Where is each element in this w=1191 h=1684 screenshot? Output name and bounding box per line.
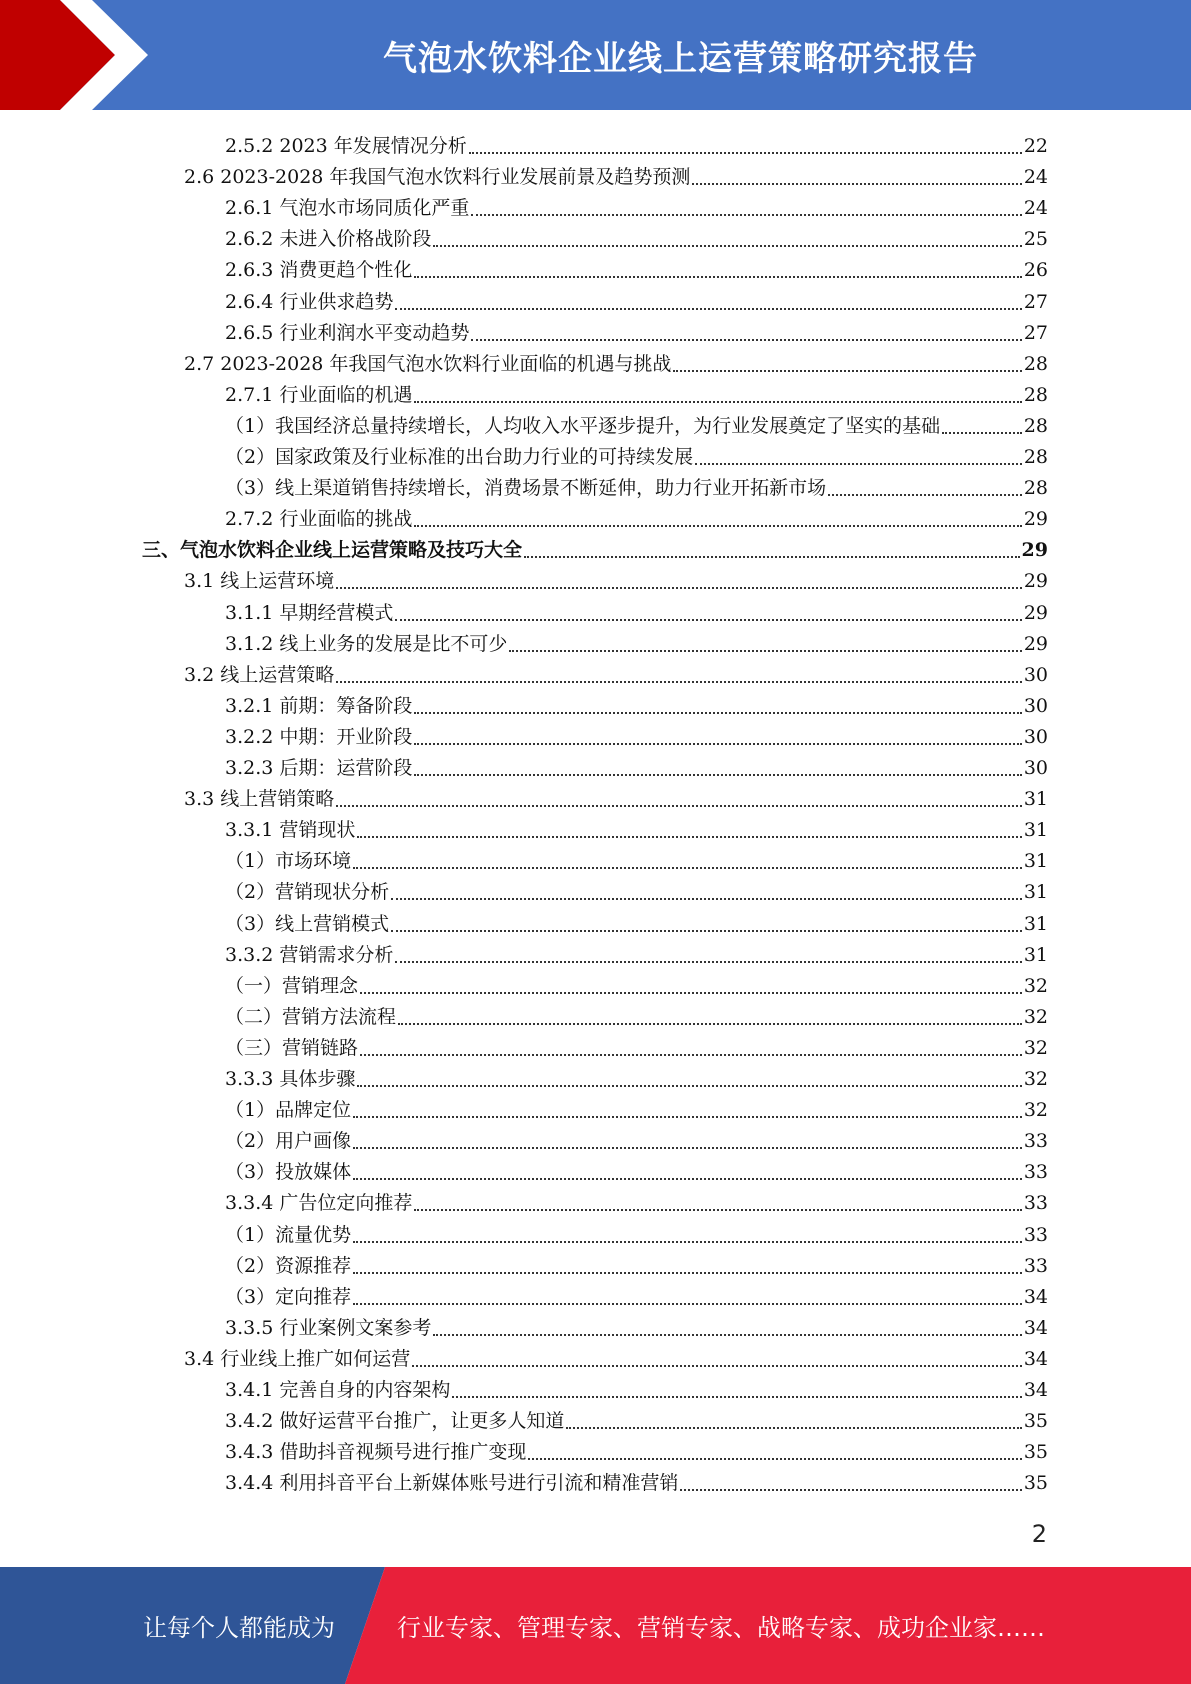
toc-entry-label: 3.4.4 利用抖音平台上新媒体账号进行引流和精准营销 bbox=[225, 1472, 679, 1495]
toc-entry[interactable] bbox=[225, 688, 1048, 719]
toc-dot-leader bbox=[412, 1364, 1022, 1367]
toc-dot-leader bbox=[524, 555, 1020, 558]
toc-dot-leader bbox=[395, 307, 1021, 310]
toc-entry[interactable] bbox=[184, 159, 1048, 190]
toc-entry-page: 33 bbox=[1023, 1161, 1048, 1184]
toc-entry-page: 28 bbox=[1023, 383, 1048, 406]
toc-dot-leader bbox=[828, 493, 1022, 496]
toc-entry-label: 2.6.2 未进入价格战阶段 bbox=[225, 228, 432, 251]
toc-entry-label: （2）营销现状分析 bbox=[225, 881, 390, 904]
toc-entry-page: 33 bbox=[1023, 1192, 1048, 1215]
footer-slogan-right: 行业专家、管理专家、营销专家、战略专家、成功企业家…… bbox=[397, 1614, 1045, 1642]
page-footer bbox=[0, 1567, 1191, 1684]
toc-entry[interactable] bbox=[225, 906, 1048, 937]
toc-dot-leader bbox=[414, 400, 1021, 403]
toc-entry-label: 2.6.3 消费更趋个性化 bbox=[225, 259, 413, 282]
toc-entry-label: 3.3.3 具体步骤 bbox=[225, 1068, 356, 1090]
toc-dot-leader bbox=[414, 275, 1021, 278]
toc-dot-leader bbox=[414, 1208, 1021, 1211]
toc-entry[interactable] bbox=[225, 999, 1048, 1030]
toc-entry[interactable] bbox=[184, 346, 1048, 377]
toc-entry[interactable] bbox=[225, 1061, 1048, 1092]
toc-entry-label: （1）流量优势 bbox=[225, 1223, 352, 1246]
toc-entry[interactable] bbox=[225, 1123, 1048, 1154]
document-title: 气泡水饮料企业线上运营策略研究报告 bbox=[383, 38, 978, 79]
toc-dot-leader bbox=[357, 835, 1021, 838]
toc-dot-leader bbox=[942, 431, 1022, 434]
toc-entry-page: 30 bbox=[1023, 757, 1048, 779]
toc-entry[interactable] bbox=[225, 1217, 1048, 1248]
toc-dot-leader bbox=[391, 929, 1022, 932]
toc-dot-leader bbox=[353, 1146, 1022, 1149]
toc-entry[interactable] bbox=[225, 812, 1048, 843]
toc-entry[interactable] bbox=[225, 843, 1048, 874]
toc-dot-leader bbox=[353, 1271, 1022, 1274]
toc-entry-page: 30 bbox=[1023, 725, 1048, 748]
toc-entry-page: 32 bbox=[1023, 974, 1048, 997]
toc-entry[interactable] bbox=[225, 501, 1048, 532]
toc-entry-label: 3.4.2 做好运营平台推广，让更多人知道 bbox=[225, 1410, 565, 1433]
toc-entry-label: 三、气泡水饮料企业线上运营策略及技巧大全 bbox=[142, 539, 523, 562]
toc-entry-label: 3.3 线上营销策略 bbox=[184, 788, 335, 811]
toc-entry-label: 3.4.1 完善自身的内容架构 bbox=[225, 1379, 451, 1401]
toc-entry-label: 2.6 2023-2028 年我国气泡水饮料行业发展前景及趋势预测 bbox=[184, 166, 691, 189]
toc-entry[interactable] bbox=[225, 1185, 1048, 1216]
toc-entry-page: 34 bbox=[1023, 1379, 1048, 1401]
toc-entry[interactable] bbox=[225, 252, 1048, 283]
toc-entry[interactable] bbox=[225, 595, 1048, 626]
toc-entry-label: 2.7.2 行业面临的挑战 bbox=[225, 508, 413, 531]
toc-entry-label: （3）线上营销模式 bbox=[225, 912, 390, 935]
toc-dot-leader bbox=[336, 680, 1022, 683]
toc-entry[interactable] bbox=[225, 750, 1048, 781]
toc-entry[interactable] bbox=[225, 1403, 1048, 1434]
toc-entry-page: 26 bbox=[1023, 259, 1048, 282]
toc-dot-leader bbox=[469, 151, 1022, 154]
toc-entry-page: 33 bbox=[1023, 1130, 1048, 1153]
toc-entry-page: 34 bbox=[1023, 1285, 1048, 1308]
toc-dot-leader bbox=[414, 524, 1021, 527]
toc-entry-page: 35 bbox=[1023, 1410, 1048, 1433]
toc-entry-label: （一）营销理念 bbox=[225, 974, 359, 997]
toc-entry-page: 33 bbox=[1023, 1254, 1048, 1277]
toc-dot-leader bbox=[471, 213, 1021, 216]
toc-entry[interactable] bbox=[225, 377, 1048, 408]
toc-dot-leader bbox=[509, 649, 1021, 652]
toc-entry-page: 32 bbox=[1023, 1099, 1048, 1122]
toc-entry[interactable] bbox=[184, 1341, 1048, 1372]
toc-entry[interactable] bbox=[225, 284, 1048, 315]
toc-entry-label: 2.7 2023-2028 年我国气泡水饮料行业面临的机遇与挑战 bbox=[184, 352, 672, 375]
toc-entry-label: （1）市场环境 bbox=[225, 850, 352, 873]
toc-entry-page: 30 bbox=[1023, 694, 1048, 717]
toc-entry-page: 31 bbox=[1023, 850, 1048, 873]
toc-entry-page: 29 bbox=[1023, 601, 1048, 624]
toc-entry-label: 3.4.3 借助抖音视频号进行推广变现 bbox=[225, 1441, 527, 1464]
toc-entry-page: 27 bbox=[1023, 321, 1048, 344]
toc-entry-label: 2.7.1 行业面临的机遇 bbox=[225, 383, 413, 406]
toc-dot-leader bbox=[353, 1240, 1022, 1243]
toc-entry-label: 3.3.2 营销需求分析 bbox=[225, 943, 394, 966]
toc-entry[interactable] bbox=[225, 470, 1048, 501]
toc-entry[interactable] bbox=[225, 874, 1048, 905]
toc-entry[interactable] bbox=[142, 532, 1048, 563]
toc-entry[interactable] bbox=[225, 968, 1048, 999]
toc-entry-page: 31 bbox=[1023, 788, 1048, 811]
toc-entry-page: 34 bbox=[1023, 1347, 1048, 1370]
toc-dot-leader bbox=[452, 1395, 1021, 1398]
toc-entry-label: 3.4 行业线上推广如何运营 bbox=[184, 1347, 411, 1370]
toc-entry-label: （三）营销链路 bbox=[225, 1036, 359, 1059]
toc-entry[interactable] bbox=[225, 1434, 1048, 1465]
toc-dot-leader bbox=[395, 618, 1021, 621]
toc-dot-leader bbox=[414, 711, 1021, 714]
toc-entry-label: 2.5.2 2023 年发展情况分析 bbox=[225, 135, 467, 157]
toc-dot-leader bbox=[353, 1177, 1022, 1180]
toc-entry-page: 28 bbox=[1023, 352, 1048, 375]
toc-dot-leader bbox=[414, 773, 1021, 776]
toc-dot-leader bbox=[692, 182, 1021, 185]
page-number: 2 bbox=[1031, 1520, 1047, 1548]
toc-entry-page: 29 bbox=[1021, 539, 1048, 562]
toc-entry-page: 25 bbox=[1023, 228, 1048, 251]
toc-dot-leader bbox=[433, 244, 1021, 247]
toc-entry-label: 3.3.5 行业案例文案参考 bbox=[225, 1316, 432, 1339]
toc-entry-page: 29 bbox=[1023, 570, 1048, 593]
toc-entry[interactable] bbox=[225, 315, 1048, 346]
toc-entry-label: 3.1.2 线上业务的发展是比不可少 bbox=[225, 632, 508, 655]
toc-dot-leader bbox=[391, 897, 1022, 900]
toc-dot-leader bbox=[528, 1457, 1021, 1460]
toc-dot-leader bbox=[471, 338, 1021, 341]
toc-entry[interactable] bbox=[225, 128, 1048, 159]
toc-entry[interactable] bbox=[225, 1279, 1048, 1310]
toc-entry-label: （1）品牌定位 bbox=[225, 1099, 352, 1122]
toc-entry-page: 22 bbox=[1023, 135, 1048, 157]
toc-dot-leader bbox=[433, 1333, 1021, 1336]
toc-entry[interactable] bbox=[225, 626, 1048, 657]
toc-dot-leader bbox=[673, 369, 1021, 372]
toc-entry-page: 24 bbox=[1023, 166, 1048, 189]
toc-entry[interactable] bbox=[225, 1154, 1048, 1185]
toc-dot-leader bbox=[395, 960, 1021, 963]
toc-entry-page: 34 bbox=[1023, 1316, 1048, 1339]
toc-dot-leader bbox=[398, 1022, 1022, 1025]
toc-entry-page: 30 bbox=[1023, 663, 1048, 686]
toc-dot-leader bbox=[695, 462, 1022, 465]
toc-entry-label: 2.6.1 气泡水市场同质化严重 bbox=[225, 197, 470, 220]
toc-entry-page: 32 bbox=[1023, 1036, 1048, 1059]
toc-entry[interactable] bbox=[225, 719, 1048, 750]
toc-entry-label: 3.1 线上运营环境 bbox=[184, 570, 335, 593]
toc-entry-label: （2）用户画像 bbox=[225, 1130, 352, 1153]
toc-entry-label: 2.6.5 行业利润水平变动趋势 bbox=[225, 321, 470, 344]
toc-entry[interactable] bbox=[225, 1030, 1048, 1061]
toc-entry-label: 3.3.1 营销现状 bbox=[225, 819, 356, 842]
toc-entry-label: 3.2.1 前期：筹备阶段 bbox=[225, 694, 413, 717]
toc-entry-page: 32 bbox=[1023, 1005, 1048, 1028]
toc-entry-label: （3）线上渠道销售持续增长，消费场景不断延伸，助力行业开拓新市场 bbox=[225, 477, 827, 500]
toc-entry[interactable] bbox=[225, 221, 1048, 252]
toc-entry-label: 3.2.3 后期：运营阶段 bbox=[225, 757, 413, 779]
toc-entry[interactable] bbox=[184, 563, 1048, 594]
toc-entry-page: 31 bbox=[1023, 943, 1048, 966]
toc-entry[interactable] bbox=[225, 937, 1048, 968]
toc-entry-page: 33 bbox=[1023, 1223, 1048, 1246]
toc-entry[interactable] bbox=[225, 1372, 1048, 1403]
toc-dot-leader bbox=[353, 1302, 1022, 1305]
toc-dot-leader bbox=[357, 1084, 1021, 1087]
toc-entry[interactable] bbox=[225, 439, 1048, 470]
footer-slogan-left: 让每个人都能成为 bbox=[143, 1614, 335, 1642]
toc-entry-page: 31 bbox=[1023, 912, 1048, 935]
toc-dot-leader bbox=[353, 866, 1022, 869]
toc-entry-page: 35 bbox=[1023, 1441, 1048, 1464]
toc-entry[interactable] bbox=[225, 1248, 1048, 1279]
toc-dot-leader bbox=[360, 1053, 1022, 1056]
toc-entry-page: 28 bbox=[1023, 446, 1048, 468]
toc-entry[interactable] bbox=[225, 190, 1048, 221]
toc-entry-page: 28 bbox=[1023, 414, 1048, 437]
toc-entry-page: 32 bbox=[1023, 1068, 1048, 1090]
toc-dot-leader bbox=[353, 1115, 1022, 1118]
toc-entry-label: （1）我国经济总量持续增长，人均收入水平逐步提升，为行业发展奠定了坚实的基础 bbox=[225, 414, 941, 437]
toc-entry-page: 29 bbox=[1023, 632, 1048, 655]
toc-entry-label: （2）国家政策及行业标准的出台助力行业的可持续发展 bbox=[225, 446, 694, 468]
toc-entry[interactable] bbox=[225, 1465, 1048, 1496]
toc-entry[interactable] bbox=[225, 408, 1048, 439]
toc-entry-page: 35 bbox=[1023, 1472, 1048, 1495]
toc-entry-label: （3）定向推荐 bbox=[225, 1285, 352, 1308]
toc-entry-page: 24 bbox=[1023, 197, 1048, 220]
toc-dot-leader bbox=[566, 1426, 1021, 1429]
toc-entry-label: （2）资源推荐 bbox=[225, 1254, 352, 1277]
toc-entry-label: 3.2.2 中期：开业阶段 bbox=[225, 725, 413, 748]
toc-dot-leader bbox=[336, 586, 1022, 589]
toc-entry[interactable] bbox=[225, 1092, 1048, 1123]
toc-entry-label: （二）营销方法流程 bbox=[225, 1005, 397, 1028]
toc-entry-page: 27 bbox=[1023, 290, 1048, 313]
toc-entry[interactable] bbox=[184, 657, 1048, 688]
toc-dot-leader bbox=[360, 991, 1022, 994]
toc-entry-page: 31 bbox=[1023, 881, 1048, 904]
toc-entry[interactable] bbox=[184, 781, 1048, 812]
toc-entry-label: 3.1.1 早期经营模式 bbox=[225, 601, 394, 624]
toc-dot-leader bbox=[414, 742, 1021, 745]
toc-dot-leader bbox=[336, 804, 1022, 807]
toc-entry-label: 3.3.4 广告位定向推荐 bbox=[225, 1192, 413, 1215]
toc-entry-label: （3）投放媒体 bbox=[225, 1161, 352, 1184]
toc-entry-label: 2.6.4 行业供求趋势 bbox=[225, 290, 394, 313]
toc-entry[interactable] bbox=[225, 1310, 1048, 1341]
toc-entry-page: 31 bbox=[1023, 819, 1048, 842]
toc-entry-page: 29 bbox=[1023, 508, 1048, 531]
toc-entry-page: 28 bbox=[1023, 477, 1048, 500]
toc-dot-leader bbox=[680, 1488, 1021, 1491]
page-header bbox=[0, 0, 1191, 110]
toc-entry-label: 3.2 线上运营策略 bbox=[184, 663, 335, 686]
